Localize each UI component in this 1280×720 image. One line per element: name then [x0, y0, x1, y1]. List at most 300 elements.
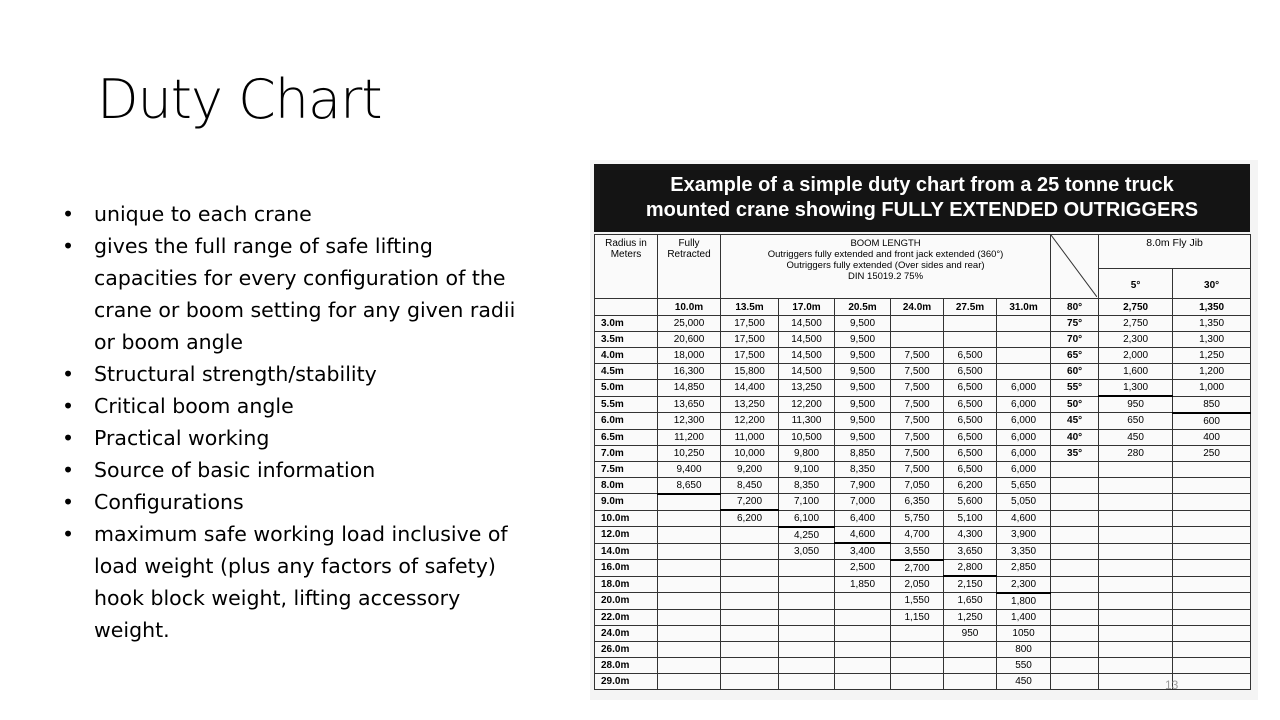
bullet-item: • Configurations	[62, 486, 542, 518]
fly-jib-cell: 1,350	[1173, 299, 1251, 316]
boom-angle-cell	[1051, 657, 1099, 673]
capacity-cell	[658, 641, 721, 657]
capacity-cell: 9,400	[658, 461, 721, 477]
fly-jib-cell: 1,000	[1173, 380, 1251, 397]
capacity-cell: 8,450	[721, 477, 779, 494]
capacity-cell: 6,200	[944, 477, 997, 494]
radius-cell: 7.0m	[595, 445, 658, 461]
capacity-cell: 10,000	[721, 445, 779, 461]
table-row	[595, 494, 1251, 511]
capacity-cell	[835, 625, 891, 641]
boom-angle-cell: 65°	[1051, 348, 1099, 364]
page-number: 13	[1165, 678, 1179, 692]
capacity-cell: 4,250	[779, 527, 835, 544]
capacity-cell: 11,000	[721, 429, 779, 445]
capacity-cell: 9,500	[835, 413, 891, 430]
fly-jib-cell: 2,750	[1099, 299, 1173, 316]
capacity-cell: 14,500	[779, 316, 835, 332]
fly-jib-cell	[1173, 593, 1251, 610]
radius-cell: 28.0m	[595, 657, 658, 673]
fly-jib-cell: 1,600	[1099, 364, 1173, 380]
fly-jib-cell: 600	[1173, 413, 1251, 430]
capacity-cell: 10,500	[779, 429, 835, 445]
table-row	[595, 641, 1251, 657]
capacity-cell	[779, 657, 835, 673]
fly-jib-cell	[1173, 576, 1251, 593]
radius-cell: 18.0m	[595, 576, 658, 593]
angle-header	[1051, 235, 1099, 299]
boom-angle-cell: 55°	[1051, 380, 1099, 397]
capacity-cell: 4,300	[944, 527, 997, 544]
capacity-cell: 9,500	[835, 316, 891, 332]
capacity-cell	[658, 543, 721, 560]
capacity-cell	[891, 641, 944, 657]
radius-cell: 4.0m	[595, 348, 658, 364]
capacity-cell: 6,500	[944, 445, 997, 461]
capacity-cell: 2,150	[944, 576, 997, 593]
capacity-cell: 1,800	[997, 593, 1051, 610]
capacity-cell	[721, 527, 779, 544]
capacity-cell	[779, 560, 835, 577]
capacity-cell: 7,900	[835, 477, 891, 494]
boom-angle-cell	[1051, 625, 1099, 641]
capacity-cell: 8,350	[779, 477, 835, 494]
fly-jib-cell: 650	[1099, 413, 1173, 430]
fly-jib-cell	[1099, 494, 1173, 511]
capacity-cell	[658, 527, 721, 544]
capacity-cell: 7,000	[835, 494, 891, 511]
capacity-cell: 9,500	[835, 396, 891, 413]
boom-angle-cell: 50°	[1051, 396, 1099, 413]
capacity-cell: 7,500	[891, 380, 944, 397]
table-row	[595, 429, 1251, 445]
bullet-list	[62, 198, 542, 646]
radius-cell: 5.0m	[595, 380, 658, 397]
fly-jib-cell	[1099, 510, 1173, 527]
capacity-cell: 17,500	[721, 316, 779, 332]
capacity-cell	[721, 560, 779, 577]
fly-jib-cell	[1099, 625, 1173, 641]
capacity-cell	[658, 576, 721, 593]
capacity-cell: 5,100	[944, 510, 997, 527]
capacity-cell: 6,000	[997, 461, 1051, 477]
boom-angle-cell	[1051, 609, 1099, 625]
duty-chart-body	[595, 299, 1251, 690]
radius-cell: 14.0m	[595, 543, 658, 560]
capacity-cell: 450	[997, 673, 1051, 689]
bullet-item: • Critical boom angle	[62, 390, 542, 422]
capacity-cell	[997, 316, 1051, 332]
capacity-cell: 6,000	[997, 413, 1051, 430]
capacity-cell: 7,500	[891, 413, 944, 430]
table-cell	[595, 299, 658, 316]
boom-length-cell: 13.5m	[721, 299, 779, 316]
boom-angle-cell	[1051, 593, 1099, 610]
boom-length-title: BOOM LENGTH	[850, 238, 921, 249]
capacity-cell: 12,300	[658, 413, 721, 430]
capacity-cell: 2,300	[997, 576, 1051, 593]
capacity-cell	[779, 576, 835, 593]
table-row	[595, 593, 1251, 610]
capacity-cell: 3,550	[891, 543, 944, 560]
bullet-item: • Source of basic information	[62, 454, 542, 486]
capacity-cell: 13,650	[658, 396, 721, 413]
capacity-cell: 6,000	[997, 429, 1051, 445]
capacity-cell: 20,600	[658, 332, 721, 348]
fly-jib-cell: 250	[1173, 445, 1251, 461]
boom-angle-cell: 60°	[1051, 364, 1099, 380]
capacity-cell	[658, 625, 721, 641]
fly-jib-cell	[1099, 461, 1173, 477]
table-row	[595, 332, 1251, 348]
table-row	[595, 609, 1251, 625]
fly-jib-cell: 280	[1099, 445, 1173, 461]
boom-angle-cell: 40°	[1051, 429, 1099, 445]
fly-jib-cell: 2,750	[1099, 316, 1173, 332]
table-row	[595, 413, 1251, 430]
fly-jib-cell	[1099, 657, 1173, 673]
table-row	[595, 527, 1251, 544]
capacity-cell	[658, 593, 721, 610]
capacity-cell: 6,000	[997, 380, 1051, 397]
capacity-cell	[997, 332, 1051, 348]
table-row	[595, 477, 1251, 494]
radius-cell: 20.0m	[595, 593, 658, 610]
boom-length-note: Outriggers fully extended (Over sides and rear)	[786, 260, 985, 271]
capacity-cell	[658, 673, 721, 689]
duty-chart-table	[594, 234, 1251, 690]
boom-angle-cell	[1051, 576, 1099, 593]
capacity-cell	[835, 641, 891, 657]
radius-cell: 29.0m	[595, 673, 658, 689]
capacity-cell	[997, 348, 1051, 364]
capacity-cell: 2,050	[891, 576, 944, 593]
fly-jib-cell	[1173, 657, 1251, 673]
capacity-cell: 5,050	[997, 494, 1051, 511]
capacity-cell: 8,350	[835, 461, 891, 477]
boom-angle-cell: 80°	[1051, 299, 1099, 316]
capacity-cell	[658, 560, 721, 577]
capacity-cell: 1,400	[997, 609, 1051, 625]
table-row	[595, 316, 1251, 332]
jib-angle-header: 5°	[1099, 269, 1173, 299]
table-row	[595, 510, 1251, 527]
capacity-cell	[891, 625, 944, 641]
capacity-cell	[779, 641, 835, 657]
capacity-cell: 7,500	[891, 364, 944, 380]
table-row	[595, 576, 1251, 593]
table-row	[595, 461, 1251, 477]
table-row	[595, 657, 1251, 673]
capacity-cell: 9,200	[721, 461, 779, 477]
capacity-cell: 5,650	[997, 477, 1051, 494]
fly-jib-cell	[1173, 609, 1251, 625]
fly-jib-cell: 1,250	[1173, 348, 1251, 364]
duty-chart-heading-line: Example of a simple duty chart from a 25 tonne truck	[670, 174, 1174, 196]
capacity-cell: 13,250	[779, 380, 835, 397]
fly-jib-cell: 1,300	[1099, 380, 1173, 397]
capacity-cell	[658, 657, 721, 673]
boom-length-row	[595, 299, 1251, 316]
fly-jib-cell	[1099, 673, 1173, 689]
capacity-cell	[721, 576, 779, 593]
capacity-cell: 9,500	[835, 429, 891, 445]
capacity-cell: 5,600	[944, 494, 997, 511]
capacity-cell: 1,850	[835, 576, 891, 593]
radius-cell: 26.0m	[595, 641, 658, 657]
table-row	[595, 673, 1251, 689]
capacity-cell: 7,050	[891, 477, 944, 494]
capacity-cell	[835, 609, 891, 625]
capacity-cell	[891, 316, 944, 332]
fly-jib-header: 8.0m Fly Jib	[1099, 235, 1251, 269]
bullet-item: • gives the full range of safe lifting capacities for every configuration of the crane or boom setting for any given radii or boom angle	[62, 230, 542, 358]
capacity-cell: 6,500	[944, 413, 997, 430]
capacity-cell: 3,400	[835, 543, 891, 560]
capacity-cell	[944, 316, 997, 332]
capacity-cell: 800	[997, 641, 1051, 657]
fly-jib-cell	[1099, 477, 1173, 494]
boom-length-cell: 24.0m	[891, 299, 944, 316]
capacity-cell: 3,900	[997, 527, 1051, 544]
capacity-cell: 1050	[997, 625, 1051, 641]
boom-angle-cell	[1051, 494, 1099, 511]
radius-cell: 5.5m	[595, 396, 658, 413]
capacity-cell: 7,500	[891, 461, 944, 477]
boom-angle-cell: 35°	[1051, 445, 1099, 461]
capacity-cell: 8,650	[658, 477, 721, 494]
boom-angle-cell	[1051, 510, 1099, 527]
slide-title: Duty Chart	[97, 68, 382, 131]
bullet-item: • Structural strength/stability	[62, 358, 542, 390]
capacity-cell	[779, 625, 835, 641]
radius-cell: 10.0m	[595, 510, 658, 527]
fly-jib-cell	[1099, 576, 1173, 593]
boom-angle-cell	[1051, 673, 1099, 689]
capacity-cell: 7,500	[891, 348, 944, 364]
boom-length-cell: 17.0m	[779, 299, 835, 316]
capacity-cell: 550	[997, 657, 1051, 673]
radius-cell: 16.0m	[595, 560, 658, 577]
fly-jib-cell: 450	[1099, 429, 1173, 445]
table-row	[595, 560, 1251, 577]
fly-jib-cell: 2,300	[1099, 332, 1173, 348]
fly-jib-cell	[1173, 641, 1251, 657]
fly-jib-cell: 850	[1173, 396, 1251, 413]
capacity-cell: 10,250	[658, 445, 721, 461]
fly-jib-cell: 2,000	[1099, 348, 1173, 364]
fly-jib-cell	[1099, 641, 1173, 657]
capacity-cell: 7,500	[891, 445, 944, 461]
capacity-cell: 9,500	[835, 364, 891, 380]
capacity-cell: 12,200	[721, 413, 779, 430]
capacity-cell: 18,000	[658, 348, 721, 364]
capacity-cell	[721, 673, 779, 689]
capacity-cell: 4,700	[891, 527, 944, 544]
fly-jib-cell	[1173, 625, 1251, 641]
capacity-cell: 14,500	[779, 348, 835, 364]
capacity-cell: 6,500	[944, 364, 997, 380]
capacity-cell: 5,750	[891, 510, 944, 527]
capacity-cell: 1,650	[944, 593, 997, 610]
boom-length-cell: 31.0m	[997, 299, 1051, 316]
capacity-cell: 9,100	[779, 461, 835, 477]
capacity-cell	[835, 593, 891, 610]
capacity-cell	[721, 543, 779, 560]
capacity-cell: 6,100	[779, 510, 835, 527]
radius-header: Radius in Meters	[595, 235, 658, 299]
fly-jib-cell	[1173, 477, 1251, 494]
capacity-cell: 3,050	[779, 543, 835, 560]
capacity-cell	[658, 609, 721, 625]
capacity-cell: 17,500	[721, 332, 779, 348]
boom-length-header	[721, 235, 1051, 299]
capacity-cell: 7,500	[891, 429, 944, 445]
boom-angle-cell	[1051, 641, 1099, 657]
capacity-cell: 12,200	[779, 396, 835, 413]
capacity-cell: 13,250	[721, 396, 779, 413]
capacity-cell	[721, 641, 779, 657]
radius-cell: 6.5m	[595, 429, 658, 445]
capacity-cell: 8,850	[835, 445, 891, 461]
boom-angle-cell: 75°	[1051, 316, 1099, 332]
radius-cell: 6.0m	[595, 413, 658, 430]
capacity-cell: 9,500	[835, 380, 891, 397]
capacity-cell: 14,850	[658, 380, 721, 397]
capacity-cell: 4,600	[835, 527, 891, 544]
radius-cell: 3.0m	[595, 316, 658, 332]
boom-length-cell: 27.5m	[944, 299, 997, 316]
capacity-cell	[891, 332, 944, 348]
retracted-header: Fully Retracted	[658, 235, 721, 299]
capacity-cell	[779, 593, 835, 610]
capacity-cell: 4,600	[997, 510, 1051, 527]
capacity-cell: 7,500	[891, 396, 944, 413]
duty-chart-heading-line: mounted crane showing FULLY EXTENDED OUTRIGGERS	[645, 199, 1199, 221]
table-row	[595, 380, 1251, 397]
capacity-cell: 2,700	[891, 560, 944, 577]
capacity-cell: 25,000	[658, 316, 721, 332]
capacity-cell	[721, 625, 779, 641]
bullet-item: • Practical working	[62, 422, 542, 454]
boom-length-cell: 10.0m	[658, 299, 721, 316]
radius-cell: 4.5m	[595, 364, 658, 380]
fly-jib-cell	[1173, 560, 1251, 577]
fly-jib-cell: 400	[1173, 429, 1251, 445]
capacity-cell: 2,850	[997, 560, 1051, 577]
radius-cell: 7.5m	[595, 461, 658, 477]
fly-jib-cell: 1,200	[1173, 364, 1251, 380]
capacity-cell: 6,000	[997, 396, 1051, 413]
capacity-cell	[658, 494, 721, 511]
fly-jib-cell	[1099, 609, 1173, 625]
capacity-cell: 6,400	[835, 510, 891, 527]
radius-cell: 12.0m	[595, 527, 658, 544]
capacity-cell: 1,250	[944, 609, 997, 625]
capacity-cell: 2,800	[944, 560, 997, 577]
fly-jib-cell	[1173, 527, 1251, 544]
capacity-cell: 14,500	[779, 332, 835, 348]
capacity-cell	[944, 332, 997, 348]
capacity-cell: 1,150	[891, 609, 944, 625]
capacity-cell	[835, 673, 891, 689]
fly-jib-cell	[1173, 673, 1251, 689]
capacity-cell: 9,500	[835, 348, 891, 364]
capacity-cell: 15,800	[721, 364, 779, 380]
capacity-cell: 14,500	[779, 364, 835, 380]
capacity-cell	[721, 593, 779, 610]
capacity-cell	[779, 673, 835, 689]
fly-jib-cell: 950	[1099, 396, 1173, 413]
boom-angle-cell	[1051, 560, 1099, 577]
capacity-cell: 950	[944, 625, 997, 641]
capacity-cell: 6,500	[944, 380, 997, 397]
capacity-cell: 7,100	[779, 494, 835, 511]
radius-cell: 22.0m	[595, 609, 658, 625]
boom-angle-cell	[1051, 461, 1099, 477]
capacity-cell	[944, 641, 997, 657]
table-row	[595, 543, 1251, 560]
fly-jib-cell	[1173, 461, 1251, 477]
bullet-item: • unique to each crane	[62, 198, 542, 230]
table-row	[595, 348, 1251, 364]
jib-angle-header: 30°	[1173, 269, 1251, 299]
fly-jib-cell: 1,300	[1173, 332, 1251, 348]
capacity-cell: 6,000	[997, 445, 1051, 461]
capacity-cell	[944, 657, 997, 673]
capacity-cell	[658, 510, 721, 527]
boom-length-note: Outriggers fully extended and front jack extended (360°)	[767, 249, 1004, 260]
boom-angle-cell: 70°	[1051, 332, 1099, 348]
boom-angle-cell	[1051, 477, 1099, 494]
capacity-cell: 14,400	[721, 380, 779, 397]
table-row	[595, 625, 1251, 641]
fly-jib-cell	[1099, 593, 1173, 610]
capacity-cell	[721, 657, 779, 673]
boom-length-note: DIN 15019.2 75%	[848, 271, 924, 282]
fly-jib-cell	[1099, 543, 1173, 560]
fly-jib-cell	[1099, 560, 1173, 577]
capacity-cell: 9,800	[779, 445, 835, 461]
capacity-cell	[944, 673, 997, 689]
fly-jib-cell	[1173, 543, 1251, 560]
fly-jib-cell	[1173, 494, 1251, 511]
capacity-cell: 2,500	[835, 560, 891, 577]
capacity-cell: 6,500	[944, 461, 997, 477]
capacity-cell: 3,650	[944, 543, 997, 560]
capacity-cell: 11,200	[658, 429, 721, 445]
capacity-cell	[891, 673, 944, 689]
capacity-cell	[997, 364, 1051, 380]
capacity-cell: 6,500	[944, 429, 997, 445]
radius-cell: 3.5m	[595, 332, 658, 348]
duty-chart-heading	[594, 164, 1250, 232]
diagonal-line-icon	[1051, 235, 1097, 297]
capacity-cell: 9,500	[835, 332, 891, 348]
table-row	[595, 396, 1251, 413]
capacity-cell: 17,500	[721, 348, 779, 364]
boom-angle-cell: 45°	[1051, 413, 1099, 430]
capacity-cell: 6,200	[721, 510, 779, 527]
capacity-cell: 7,200	[721, 494, 779, 511]
duty-chart-image	[590, 160, 1258, 700]
capacity-cell	[891, 657, 944, 673]
bullet-item: • maximum safe working load inclusive of load weight (plus any factors of safety) hook block weight, lifting accessory weight.	[62, 518, 542, 646]
radius-cell: 8.0m	[595, 477, 658, 494]
capacity-cell: 16,300	[658, 364, 721, 380]
capacity-cell	[779, 609, 835, 625]
capacity-cell: 6,500	[944, 396, 997, 413]
